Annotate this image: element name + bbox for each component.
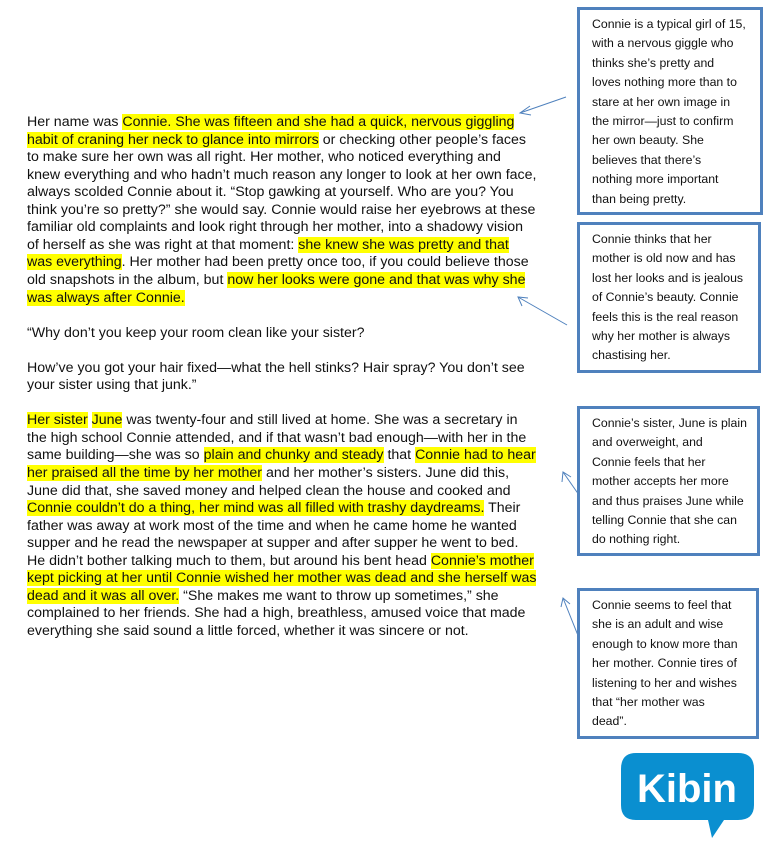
note-line: Connie feels that her	[592, 454, 706, 469]
text-segment: and her mother’s sisters. June did this,	[262, 465, 510, 481]
kibin-logo	[620, 752, 756, 842]
note-line: Connie seems to feel that	[592, 598, 732, 612]
text-segment: Her name was	[27, 114, 123, 130]
text-segment: always scolded Connie about it. “Stop gawking at yourself. Who are you? You	[27, 184, 514, 201]
text-segment: familiar old complaints and look right through her mother, into a shadowy vision	[27, 219, 524, 236]
text-segment: to make sure her own was all right. Her mother, who noticed everything and	[27, 149, 501, 166]
note-line: Connie’s sister, June is plain	[592, 416, 747, 430]
arrow-icon-note-3	[562, 472, 579, 495]
note-line: she is an adult and wise	[592, 617, 724, 632]
text-segment: the high school Connie attended, and if that wasn’t bad enough—with her in the	[27, 429, 527, 446]
highlighted-text: Connie’s mother	[430, 552, 534, 569]
text-segment: “She makes me want to throw up sometimes,” she	[179, 587, 499, 604]
note-line: the mirror—just to confirm	[592, 114, 734, 129]
text-segment: your sister using that junk.”	[27, 377, 197, 394]
note-line: loves nothing more than to	[592, 75, 737, 90]
text-segment: How’ve you got your hair fixed—what the hell stinks? Hair spray? You don’t see	[27, 359, 525, 376]
note-line: chastising her.	[592, 348, 671, 363]
note-line: and thus praises June while	[592, 493, 744, 508]
note-line: and overweight, and	[592, 435, 703, 450]
text-segment: . Her mother had been pretty once too, if you could believe those	[121, 254, 529, 271]
note-line: mother accepts her more	[592, 474, 729, 489]
highlighted-text: plain and chunky and steady	[203, 447, 384, 464]
note-line: than being pretty.	[592, 191, 687, 206]
text-segment: supper and he read the newspaper at supper and after supper he went to bed.	[27, 535, 519, 552]
highlighted-text: dead and it was all over.	[27, 587, 180, 604]
highlighted-text: Connie couldn’t do a thing, her mind was all filled with trashy daydreams.	[27, 500, 485, 517]
note-line: Connie thinks that her	[592, 232, 712, 246]
text-segment: complained to her friends. She had a high, breathless, amused voice that made	[27, 605, 526, 622]
note-line: stare at her own image in	[592, 94, 731, 109]
text-segment: June did that, she saved money and helped clean the house and cooked and	[27, 482, 511, 499]
arrow-icon-note-1	[520, 97, 566, 115]
note-line: mother is old now and has	[592, 251, 736, 266]
note-line: enough to know more than	[592, 636, 738, 651]
text-segment: Their	[484, 500, 521, 517]
note-line: nothing more important	[592, 172, 719, 187]
highlighted-text: Connie. She was fifteen and she had a quick, nervous giggling	[122, 114, 515, 130]
highlighted-text: was everything	[27, 254, 122, 271]
note-line: dead”.	[592, 714, 627, 729]
text-segment: same building—she was so	[27, 447, 204, 464]
note-line: her own beauty. She	[592, 133, 704, 148]
note-line: believes that there’s	[592, 152, 702, 167]
note-line: do nothing right.	[592, 532, 681, 547]
highlighted-text: habit of craning her neck to glance into mirrors	[27, 131, 319, 148]
text-segment: knew everything and who hadn’t much reason any longer to look at her own face,	[27, 166, 537, 183]
highlighted-text: now her looks were gone and that was why she	[227, 271, 526, 288]
note-line: lost her looks and is jealous	[592, 270, 744, 285]
note-line: why her mother is always	[592, 329, 731, 344]
text-segment: of herself as she was right at that moment:	[27, 236, 299, 253]
arrow-icon-note-2	[518, 297, 567, 325]
highlighted-text: her praised all the time by her mother	[27, 465, 262, 481]
text-segment: old snapshots in the album, but	[27, 271, 228, 288]
note-line: thinks she’s pretty and	[592, 55, 715, 70]
text-segment: “Why don’t you keep your room clean like your sister?	[27, 324, 365, 341]
highlighted-text: she knew she was pretty and that	[298, 236, 509, 253]
note-line: Connie is a typical girl of 15,	[592, 17, 746, 31]
highlighted-text: Connie had to hear	[415, 447, 536, 464]
highlighted-text: Her sister	[27, 412, 88, 429]
note-line: her mother. Connie tires of	[592, 656, 737, 671]
logo-text: Kibin	[637, 767, 737, 811]
note-line: with a nervous giggle who	[592, 36, 734, 51]
text-segment: was twenty-four and still lived at home. She was a secretary in	[122, 412, 518, 429]
highlighted-text: June	[91, 412, 123, 429]
note-line: listening to her and wishes	[592, 675, 737, 690]
note-line: that “her mother was	[592, 695, 705, 710]
note-line: telling Connie that she can	[592, 513, 737, 528]
text-segment: that	[383, 447, 416, 464]
highlighted-text: was always after Connie.	[27, 289, 185, 306]
text-segment: He didn’t bother talking much to them, but around his bent head	[27, 552, 431, 569]
text-segment: think you’re so pretty?” she would say. Connie would raise her eyebrows at these	[27, 201, 536, 218]
arrow-icon-note-4	[561, 598, 579, 638]
note-line: of Connie’s beauty. Connie	[592, 290, 739, 305]
text-segment: or checking other people’s faces	[318, 131, 526, 148]
text-segment: everything she said sound a little forced, whether it was sincere or not.	[27, 622, 469, 639]
highlighted-text: kept picking at her until Connie wished her mother was dead and she herself was	[27, 570, 537, 587]
text-segment: father was away at work most of the time and when he came home he wanted	[27, 517, 517, 534]
note-line: feels this is the real reason	[592, 309, 739, 324]
